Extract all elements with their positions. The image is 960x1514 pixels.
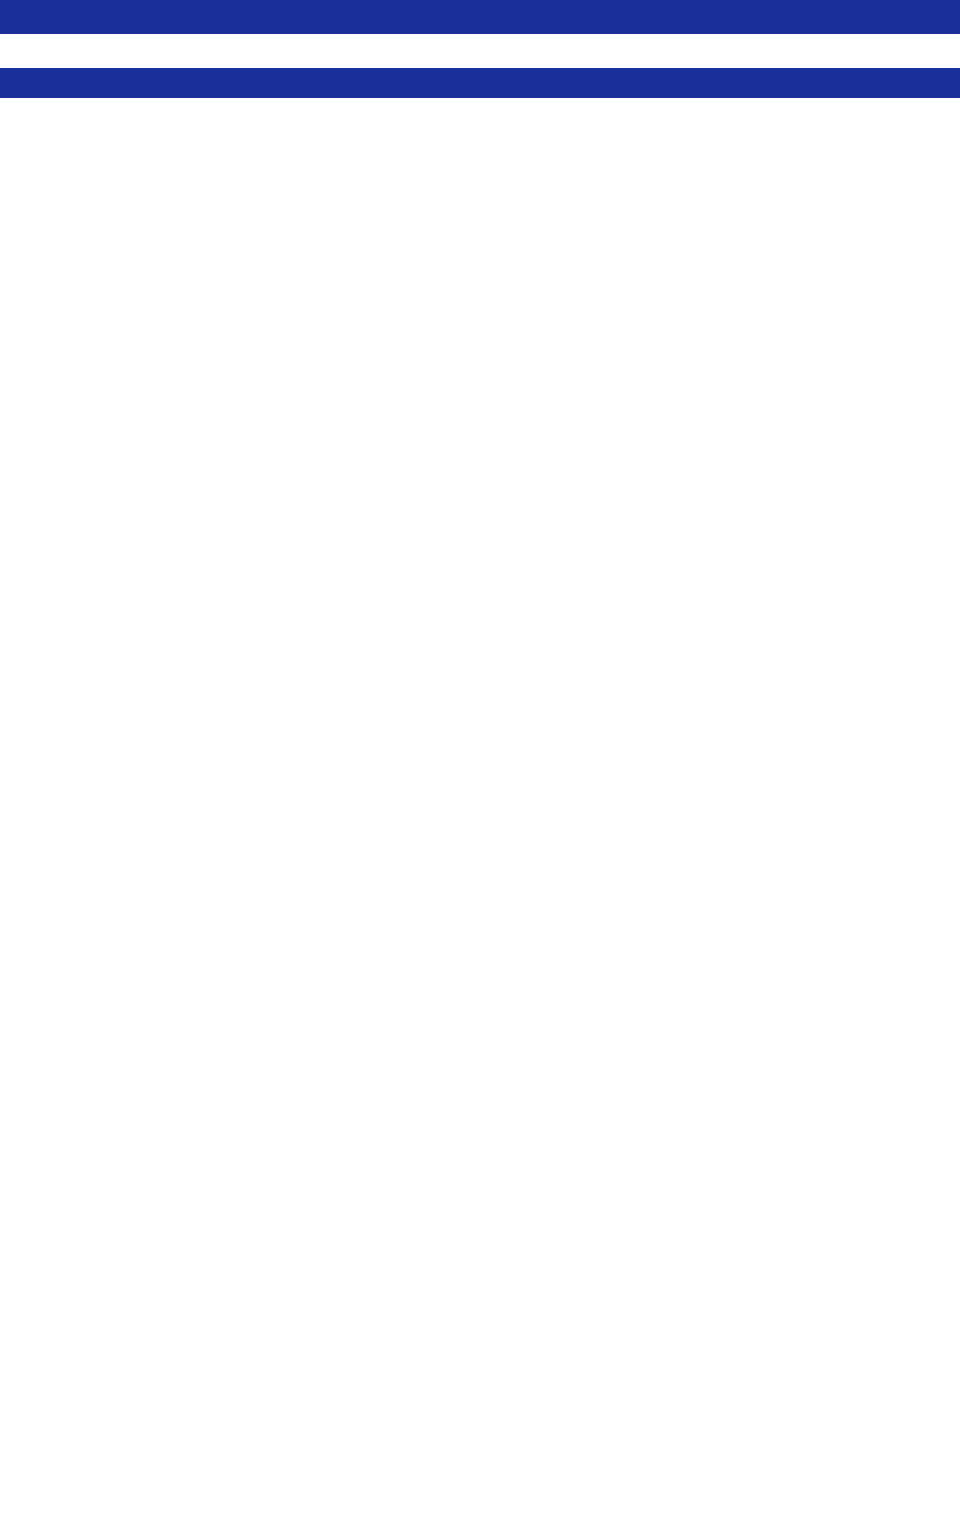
column-header-row	[0, 68, 960, 98]
page-header	[0, 0, 960, 34]
event-row	[0, 1350, 960, 1378]
